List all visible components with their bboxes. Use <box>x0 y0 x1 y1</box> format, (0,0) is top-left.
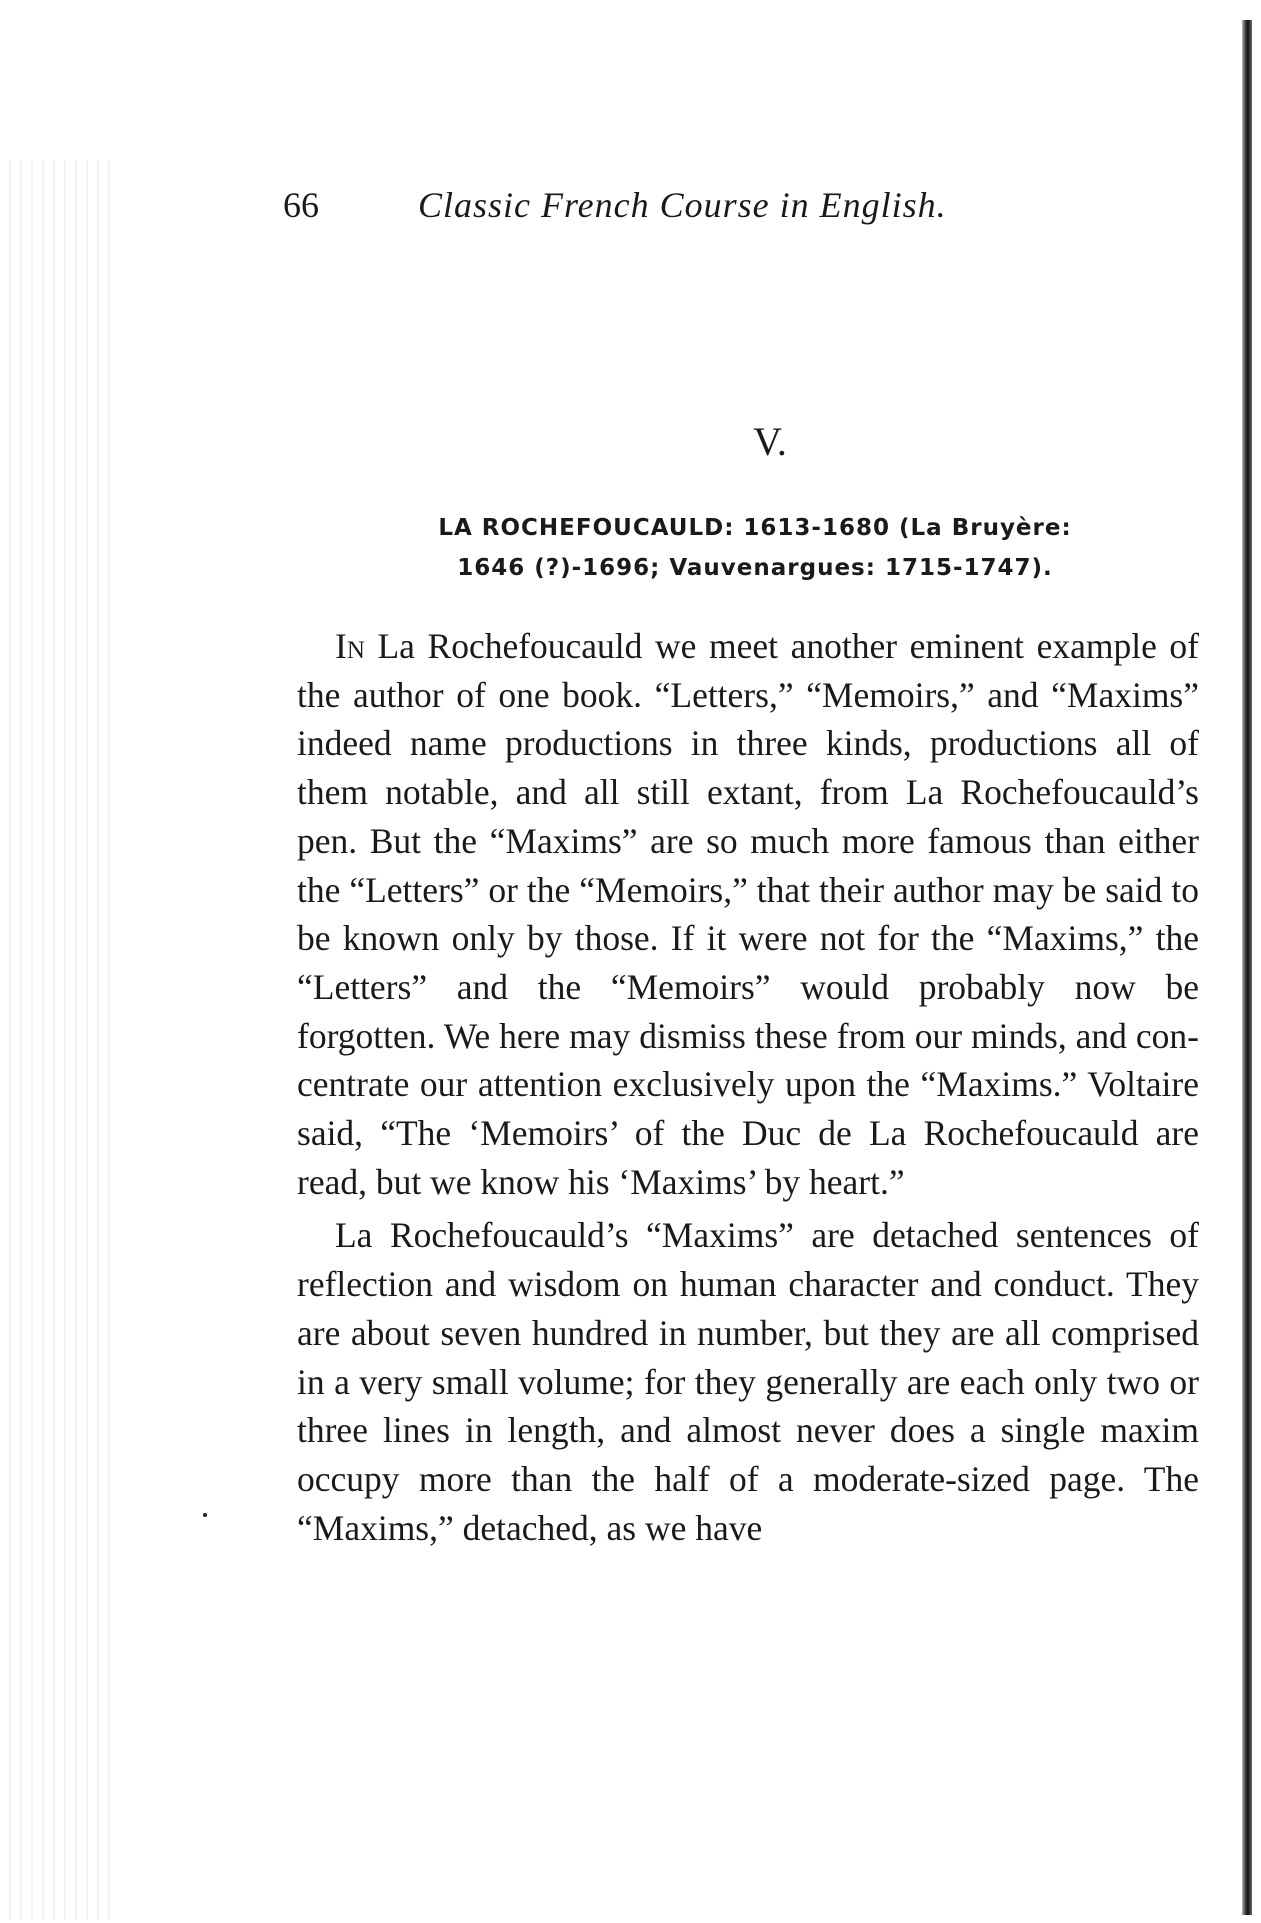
running-head <box>283 183 1113 227</box>
paragraph-lead-word: In <box>335 626 365 666</box>
scan-speck <box>203 1513 207 1517</box>
paragraph-1 <box>297 622 1199 1206</box>
page-number: 66 <box>283 185 319 225</box>
chapter-number: V. <box>753 419 787 464</box>
body-text <box>297 622 1199 1557</box>
paragraph-2-text: La Rochefoucauld’s “Maxims” are detached sentences of reflection and wisdom on human character and conduct. They are about seven hundred in number, but they are all comprised in a very small volume; for they generally are each only two or three lines in length, and almost never does a single maxim occupy more than the half of a moderate-sized page. The “Maxims,” detached, as we have <box>297 1215 1199 1548</box>
paragraph-1-text: La Rochefoucauld we meet another eminent example of the author of one book. “Letters,” “Memoirs,” and “Maxims” indeed name productions in three kinds, productions all of them notable, and all still extant, from La Rochefoucauld’s pen. But the “Maxims” are so much more famous than either the “Letters” or the “Memoirs,” that their author may be said to be known only by those. If it were not for the “Maxims,” the “Letters” and the “Memoirs” would probably now be forgotten. We here may dismiss these from our minds, and concentrate our attention exclusively upon the “Maxims.” Voltaire said, “The ‘Memoirs’ of the Duc de La Rochefoucauld are read, but we know his ‘Maxims’ by heart.” <box>297 626 1199 1202</box>
chapter-heading-line-2: 1646 (?)-1696; Vauvenargues: 1715-1747). <box>457 555 1053 581</box>
chapter-heading <box>315 508 1195 588</box>
scan-edge-left <box>0 160 110 1920</box>
running-title: Classic French Course in English. <box>418 185 947 225</box>
chapter-heading-line-1: LA ROCHEFOUCAULD: 1613-1680 (La Bruyère: <box>438 515 1072 541</box>
scan-edge-right <box>1242 20 1252 1915</box>
paragraph-2 <box>297 1211 1199 1552</box>
